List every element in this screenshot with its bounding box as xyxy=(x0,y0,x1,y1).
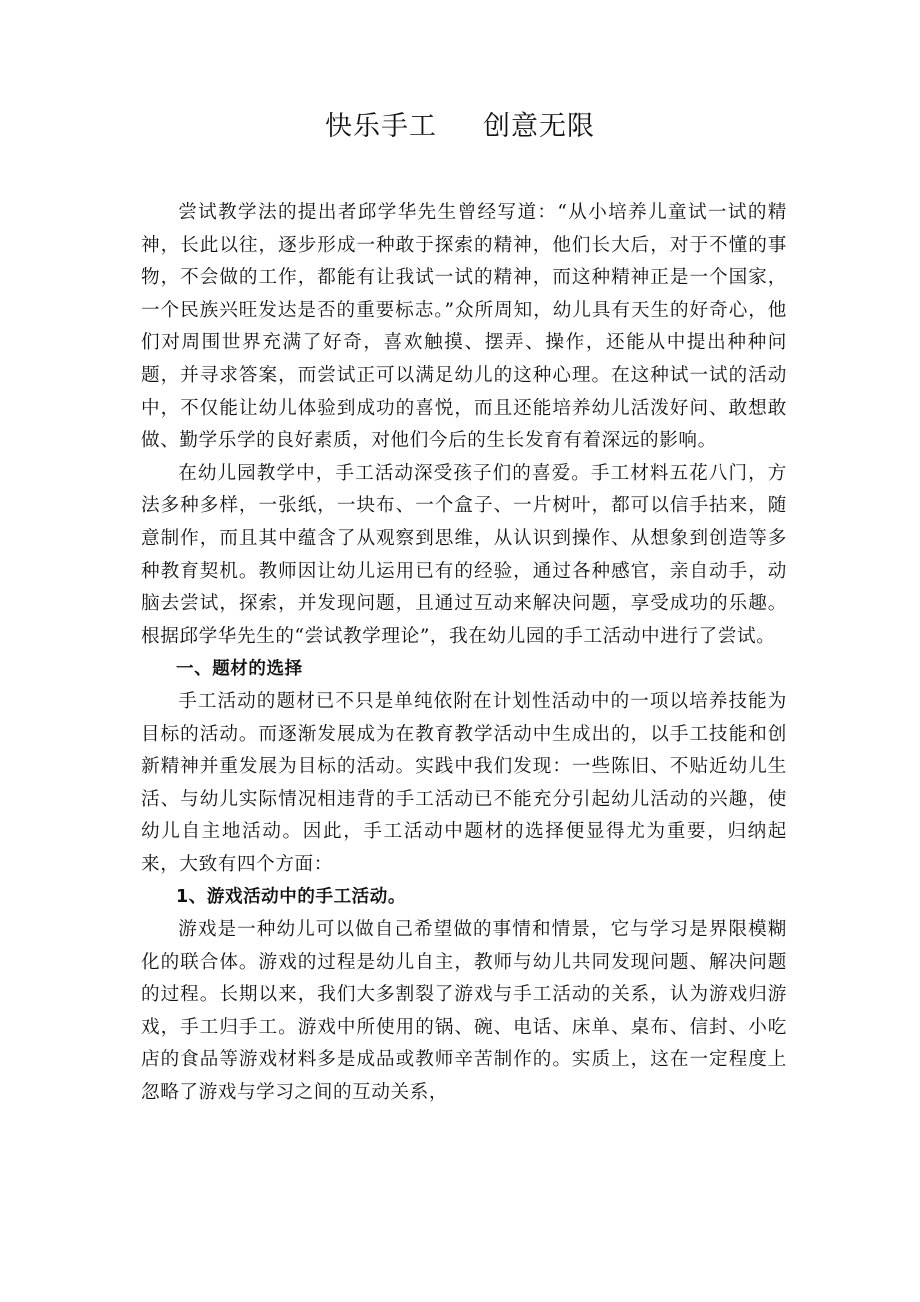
paragraph-game-activity: 游戏是一种幼儿可以做自己希望做的事情和情景，它与学习是界限模糊化的联合体。游戏的过程是幼儿自主，教师与幼儿共同发现问题、解决问题的过程。长期以来，我们大多割裂了游戏与手工活动的关系，认为游戏归游戏，手工归手工。游戏中所使用的锅、碗、电话、床单、桌布、信封、小吃店的食品等游戏材料多是成品或教师辛苦制作的。实质上，这在一定程度上忽略了游戏与学习之间的互动关系， xyxy=(141,919,787,1104)
paragraph-topic-selection: 手工活动的题材已不只是单纯依附在计划性活动中的一项以培养技能为目标的活动。而逐渐发展成为在教育教学活动中生成出的，以手工技能和创新精神并重发展为目标的活动。实践中我们发现：一些陈旧、不贴近幼儿生活、与幼儿实际情况相违背的手工活动已不能充分引起幼儿活动的兴趣，使幼儿自主地活动。因此，手工活动中题材的选择便显得尤为重要，归纳起来，大致有四个方面： xyxy=(141,690,787,875)
title-part-2: 创意无限 xyxy=(483,111,595,142)
paragraph-intro: 尝试教学法的提出者邱学华先生曾经写道：“从小培养儿童试一试的精神，长此以往，逐步形成一种敢于探索的精神，他们长大后，对于不懂的事物，不会做的工作，都能有让我试一试的精神，而这种精神正是一个国家，一个民族兴旺发达是否的重要标志。”众所周知，幼儿具有天生的好奇心，他们对周围世界充满了好奇，喜欢触摸、摆弄、操作，还能从中提出种种问题，并寻求答案，而尝试正可以满足幼儿的这种心理。在这种试一试的活动中，不仅能让幼儿体验到成功的喜悦，而且还能培养幼儿活泼好问、敢想敢做、勤学乐学的良好素质，对他们今后的生长发育有着深远的影响。 xyxy=(141,202,787,452)
document-title xyxy=(0,104,920,143)
paragraph-handcraft: 在幼儿园教学中，手工活动深受孩子们的喜爱。手工材料五花八门，方法多种多样，一张纸，一块布、一个盒子、一片树叶，都可以信手拈来，随意制作，而且其中蕴含了从观察到思维，从认识到操作、从想象到创造等多种教育契机。教师因让幼儿运用已有的经验，通过各种感官，亲自动手，动脑去尝试，探索，并发现问题，且通过互动来解决问题，享受成功的乐趣。根据邱学华先生的“尝试教学理论”，我在幼儿园的手工活动中进行了尝试。 xyxy=(141,462,787,647)
title-part-1: 快乐手工 xyxy=(325,111,437,142)
section-heading-topic-selection: 一、题材的选择 xyxy=(176,659,303,680)
subsection-heading-game-activity: 1、游戏活动中的手工活动。 xyxy=(176,887,406,908)
document-body xyxy=(141,197,787,1110)
